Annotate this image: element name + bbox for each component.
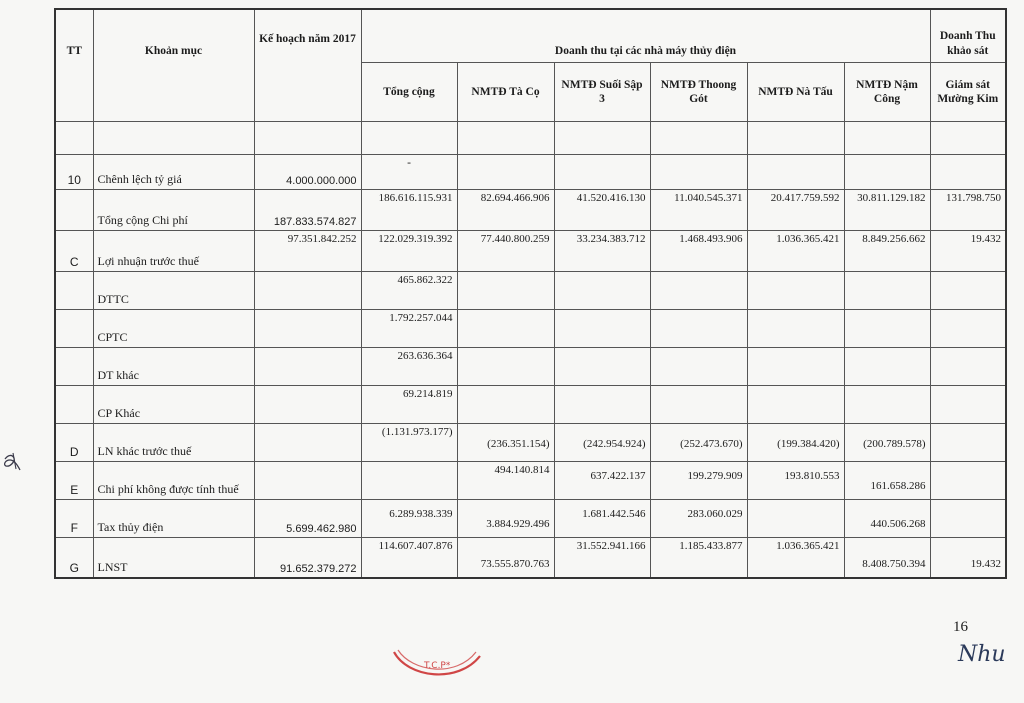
row-total [361,462,457,500]
page-number: 16 [953,619,968,635]
row-cell: (236.351.154) [457,424,554,462]
row-total: 465.862.322 [361,272,457,310]
row-cell [930,386,1006,424]
row-cell [844,386,930,424]
row-cell: 1.185.433.877 [650,538,747,578]
row-cell: 31.552.941.166 [554,538,650,578]
row-cell [650,310,747,348]
row-plan: 91.652.379.272 [254,538,361,578]
row-tt [55,310,93,348]
header-survey-group: Doanh Thu khảo sát [930,9,1006,63]
row-item: Lợi nhuận trước thuế [93,231,254,272]
row-cell [930,424,1006,462]
row-item: CPTC [93,310,254,348]
row-plan [254,348,361,386]
row-total: 263.636.364 [361,348,457,386]
row-cell [844,155,930,190]
table-row [55,424,1006,462]
row-plan [254,386,361,424]
row-cell: 637.422.137 [554,462,650,500]
row-cell: (200.789.578) [844,424,930,462]
row-cell: 161.658.286 [844,462,930,500]
row-cell: 283.060.029 [650,500,747,538]
header-item: Khoản mục [93,9,254,122]
row-cell: 73.555.870.763 [457,538,554,578]
row-cell [554,386,650,424]
row-cell: 41.520.416.130 [554,190,650,231]
header-revenue-group: Doanh thu tại các nhà máy thủy điện [361,9,930,63]
row-cell [844,310,930,348]
row-total: 6.289.938.339 [361,500,457,538]
row-cell [650,155,747,190]
row-cell: 193.810.553 [747,462,844,500]
table-row [55,500,1006,538]
row-cell: 494.140.814 [457,462,554,500]
row-tt: C [55,231,93,272]
row-cell: (199.384.420) [747,424,844,462]
row-cell: 33.234.383.712 [554,231,650,272]
table-row [55,231,1006,272]
row-cell: 8.849.256.662 [844,231,930,272]
table-row [55,272,1006,310]
row-cell: 77.440.800.259 [457,231,554,272]
header-muong-kim: Giám sát Mường Kim [930,63,1006,122]
row-cell [930,500,1006,538]
row-tt: E [55,462,93,500]
header-plan: Kế hoạch năm 2017 [254,9,361,122]
header-suoi-sap-3: NMTĐ Suối Sập 3 [554,63,650,122]
row-cell [650,272,747,310]
row-cell [844,348,930,386]
row-tt: G [55,538,93,578]
row-cell: 19.432 [930,231,1006,272]
row-cell [747,155,844,190]
row-cell [747,310,844,348]
row-plan [254,272,361,310]
row-item: CP Khác [93,386,254,424]
row-cell: 199.279.909 [650,462,747,500]
row-item: LN khác trước thuế [93,424,254,462]
table-row [55,190,1006,231]
row-tt [55,272,93,310]
row-cell [650,386,747,424]
row-item: DT khác [93,348,254,386]
row-cell [554,155,650,190]
row-total: 114.607.407.876 [361,538,457,578]
row-cell: 20.417.759.592 [747,190,844,231]
header-spacer-row [55,122,1006,155]
row-item: LNST [93,538,254,578]
table-row [55,310,1006,348]
row-cell: 1.036.365.421 [747,538,844,578]
row-cell: 3.884.929.496 [457,500,554,538]
row-item: Chênh lệch tỷ giá [93,155,254,190]
row-plan [254,310,361,348]
row-cell [457,348,554,386]
row-cell [930,462,1006,500]
row-cell [650,348,747,386]
row-plan [254,462,361,500]
row-total: 186.616.115.931 [361,190,457,231]
row-cell: 11.040.545.371 [650,190,747,231]
row-tt [55,348,93,386]
red-stamp-seal-icon [388,648,484,692]
row-total: - [361,155,457,190]
row-tt: F [55,500,93,538]
row-cell: 8.408.750.394 [844,538,930,578]
header-na-tau: NMTĐ Nà Tấu [747,63,844,122]
row-plan: 187.833.574.827 [254,190,361,231]
row-cell: 1.036.365.421 [747,231,844,272]
row-cell [457,310,554,348]
row-item: Tax thủy điện [93,500,254,538]
row-cell [930,310,1006,348]
row-tt [55,190,93,231]
row-total: 69.214.819 [361,386,457,424]
row-item: Tổng cộng Chi phí [93,190,254,231]
row-cell: (242.954.924) [554,424,650,462]
row-plan: 5.699.462.980 [254,500,361,538]
row-cell [930,155,1006,190]
svg-text:T.C.P*: T.C.P* [424,661,451,671]
row-cell [457,155,554,190]
row-cell [747,348,844,386]
row-cell: 19.432 [930,538,1006,578]
handwritten-initials: Nhu [958,642,1006,667]
header-thoong-got: NMTĐ Thoong Gót [650,63,747,122]
row-total: 1.792.257.044 [361,310,457,348]
header-tt: TT [55,9,93,122]
row-plan: 97.351.842.252 [254,231,361,272]
row-cell [554,310,650,348]
row-cell: 1.468.493.906 [650,231,747,272]
row-cell [457,272,554,310]
row-cell: 1.681.442.546 [554,500,650,538]
row-cell [747,272,844,310]
row-item: Chi phí không được tính thuế [93,462,254,500]
row-cell: 30.811.129.182 [844,190,930,231]
row-item: DTTC [93,272,254,310]
row-cell [554,348,650,386]
header-ta-co: NMTĐ Tà Cọ [457,63,554,122]
row-cell [844,272,930,310]
table-row [55,462,1006,500]
row-cell: (252.473.670) [650,424,747,462]
row-plan: 4.000.000.000 [254,155,361,190]
row-total: 122.029.319.392 [361,231,457,272]
table-row [55,538,1006,578]
header-total: Tổng cộng [361,63,457,122]
row-tt: 10 [55,155,93,190]
row-cell [457,386,554,424]
row-cell [930,272,1006,310]
row-plan [254,424,361,462]
row-tt [55,386,93,424]
table-row [55,386,1006,424]
row-cell [554,272,650,310]
table-row [55,348,1006,386]
row-cell: 440.506.268 [844,500,930,538]
row-tt: D [55,424,93,462]
row-cell: 82.694.466.906 [457,190,554,231]
row-total: (1.131.973.177) [361,424,457,462]
row-cell [930,348,1006,386]
margin-check-mark-icon [2,450,24,474]
header-nam-cong: NMTĐ Nậm Công [844,63,930,122]
table-row [55,155,1006,190]
row-cell: 131.798.750 [930,190,1006,231]
report-table [54,8,1007,579]
row-cell [747,386,844,424]
row-cell [747,500,844,538]
